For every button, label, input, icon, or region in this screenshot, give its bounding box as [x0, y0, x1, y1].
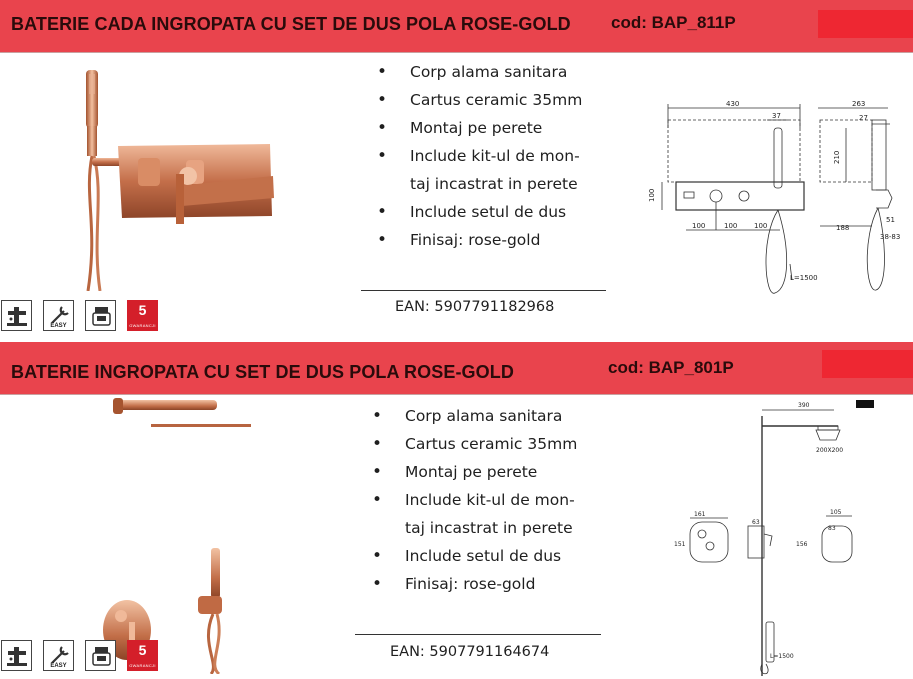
feature-item: • Include kit-ul de mon- — [375, 142, 582, 170]
feature-icons — [1, 640, 165, 671]
technical-drawing — [640, 98, 913, 298]
feature-item: • Include kit-ul de mon- — [370, 486, 577, 514]
feature-item: • Corp alama sanitara — [370, 402, 577, 430]
product-code: cod: BAP_811P — [611, 13, 736, 32]
ean-divider — [355, 634, 601, 635]
cartridge-icon — [85, 640, 116, 671]
dim-height-100: 100 — [648, 188, 656, 202]
feature-item-continued: taj incastrat in perete — [405, 519, 573, 537]
dim-spacing-3: 100 — [754, 222, 768, 230]
dim-height-210: 210 — [833, 150, 841, 164]
dim-hose-length: L=1500 — [770, 653, 794, 660]
dim-side-range: 38-83 — [880, 233, 901, 241]
code-highlight-box — [822, 350, 913, 378]
feature-item: • Finisaj: rose-gold — [375, 226, 582, 254]
product-2 — [0, 342, 913, 679]
product-title: BATERIE INGROPATA CU SET DE DUS POLA ROSE-GOLD — [11, 362, 514, 382]
cartridge-icon — [85, 300, 116, 331]
dim-side-105: 105 — [830, 509, 842, 516]
product-photo — [78, 66, 278, 291]
feature-list — [370, 402, 577, 598]
dim-plate-width: 161 — [694, 511, 706, 518]
dim-plate-height: 151 — [674, 541, 686, 548]
dim-side-27: 27 — [859, 114, 868, 122]
ean-divider — [361, 290, 606, 291]
dim-hose-width: 37 — [772, 112, 781, 120]
dim-arm: 390 — [798, 402, 810, 409]
dim-side-156: 156 — [796, 541, 808, 548]
faucet-icon — [1, 300, 32, 331]
warranty-5-icon: 5 GWARANCJI — [127, 640, 158, 671]
dim-spacing-1: 100 — [692, 222, 706, 230]
feature-item: • Include setul de dus — [375, 198, 582, 226]
product-header — [0, 342, 913, 395]
feature-item: • Cartus ceramic 35mm — [370, 430, 577, 458]
feature-item: • Montaj pe perete — [370, 458, 577, 486]
dim-spacing-2: 100 — [724, 222, 738, 230]
feature-list — [375, 58, 582, 254]
dim-hose-length: L=1500 — [790, 274, 818, 282]
dim-depth: 263 — [852, 100, 866, 108]
ean-code: EAN: 5907791182968 — [395, 299, 555, 315]
warranty-5-icon: 5 GWARANCJI — [127, 300, 158, 331]
dim-width: 430 — [726, 100, 740, 108]
dim-side-51: 51 — [886, 216, 895, 224]
product-photo — [95, 394, 275, 674]
product-title: BATERIE CADA INGROPATA CU SET DE DUS POLA ROSE-GOLD — [11, 14, 571, 34]
dim-mix-63: 63 — [752, 519, 760, 526]
feature-item: • Finisaj: rose-gold — [370, 570, 577, 598]
feature-icons — [1, 300, 165, 331]
product-header — [0, 0, 913, 53]
feature-item: • Montaj pe perete — [375, 114, 582, 142]
dim-side-188: 188 — [836, 224, 850, 232]
faucet-icon — [1, 640, 32, 671]
feature-item: • Include setul de dus — [370, 542, 577, 570]
wrench-easy-icon: EASY — [43, 300, 74, 331]
product-code: cod: BAP_801P — [608, 358, 734, 377]
feature-item-continued: taj incastrat in perete — [410, 175, 578, 193]
dim-side-83: 83 — [828, 525, 836, 532]
dim-head: 200X200 — [816, 447, 844, 454]
wrench-easy-icon: EASY — [43, 640, 74, 671]
feature-item: • Corp alama sanitara — [375, 58, 582, 86]
ean-code: EAN: 5907791164674 — [390, 644, 550, 660]
feature-item: • Cartus ceramic 35mm — [375, 86, 582, 114]
code-highlight-box — [818, 10, 913, 38]
technical-drawing — [670, 396, 913, 679]
